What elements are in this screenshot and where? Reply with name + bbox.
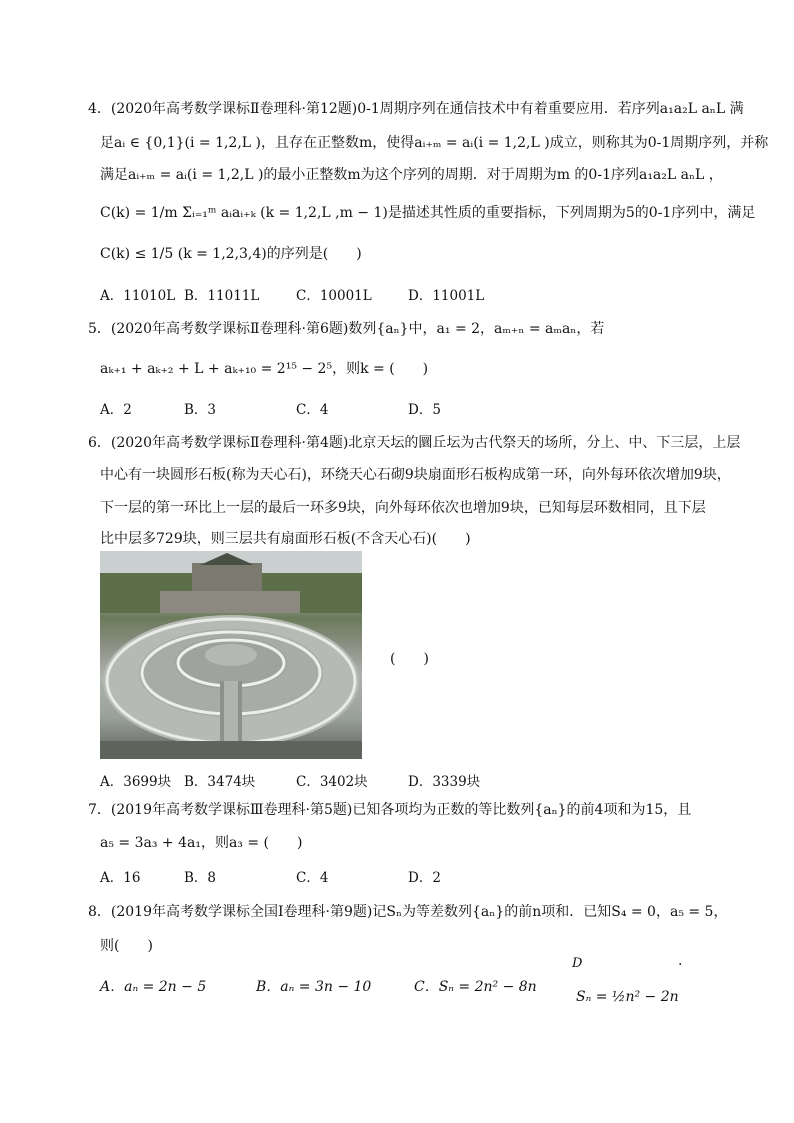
q5-line-1: 5．(2020年高考数学课标Ⅱ卷理科·第6题)数列{aₙ}中，a₁ = 2，aₘ₊ₙ = aₘaₙ，若 (88, 321, 605, 337)
q5-option-c: C．4 (296, 402, 329, 418)
q7-option-c: C．4 (296, 870, 329, 886)
temple-of-heaven-photo (100, 551, 362, 759)
q8-line-2: 则( ) (100, 938, 153, 954)
q4-line-2: 足aᵢ ∈ {0,1}(i = 1,2,L )，且存在正整数m，使得aᵢ₊ₘ = aᵢ(i = 1,2,L )成立，则称其为0-1周期序列，并称 (100, 135, 769, 151)
q8-option-a: A．aₙ = 2n − 5 (100, 979, 207, 995)
q6-answer-blank: ( ) (390, 651, 429, 667)
q6-line-2: 中心有一块圆形石板(称为天心石)，环绕天心石砌9块扇面形石板构成第一环，向外每环依次增加9块， (100, 467, 731, 483)
q6-option-a: A．3699块 (100, 774, 172, 790)
q5-option-d: D．5 (408, 402, 441, 418)
q6-line-3: 下一层的第一环比上一层的最后一环多9块，向外每环依次也增加9块，已知每层环数相同，且下层 (100, 500, 706, 516)
q4-line-4: C(k) = 1/m Σᵢ₌₁ᵐ aᵢaᵢ₊ₖ (k = 1,2,L ,m − 1)是描述其性质的重要指标，下列周期为5的0-1序列中，满足 (100, 205, 756, 221)
q6-option-c: C．3402块 (296, 774, 368, 790)
q8-option-b: B．aₙ = 3n − 10 (256, 979, 372, 995)
q7-option-d: D．2 (408, 870, 441, 886)
q5-option-b: B．3 (184, 402, 217, 418)
q4-line-3: 满足aᵢ₊ₘ = aᵢ(i = 1,2,L )的最小正整数m为这个序列的周期．对于周期为m 的0-1序列a₁a₂L aₙL ， (100, 167, 723, 183)
q5-option-a: A．2 (100, 402, 132, 418)
q8-option-d-formula: Sₙ = ½n² − 2n (576, 989, 679, 1005)
q7-line-1: 7．(2019年高考数学课标Ⅲ卷理科·第5题)已知各项均为正数的等比数列{aₙ}的前4项和为15，且 (88, 802, 692, 818)
q4-option-a: A．11010L (100, 288, 176, 304)
q5-line-2: aₖ₊₁ + aₖ₊₂ + L + aₖ₊₁₀ = 2¹⁵ − 2⁵，则k = ( ) (100, 361, 429, 377)
q4-option-c: C．10001L (296, 288, 372, 304)
q7-option-a: A．16 (100, 870, 141, 886)
q7-line-2: a₅ = 3a₃ + 4a₁，则a₃ = ( ) (100, 835, 303, 851)
q8-option-c: C．Sₙ = 2n² − 8n (414, 979, 537, 995)
q8-option-d-label: D (572, 956, 583, 971)
q7-option-b: B．8 (184, 870, 217, 886)
circular-mound-altar-illustration (100, 551, 362, 759)
q6-option-d: D．3339块 (408, 774, 481, 790)
q6-option-b: B．3474块 (184, 774, 256, 790)
q4-line-5: C(k) ≤ 1/5 (k = 1,2,3,4)的序列是( ) (100, 246, 362, 262)
q4-line-1: 4．(2020年高考数学课标Ⅱ卷理科·第12题)0-1周期序列在通信技术中有着重要应用．若序列a₁a₂L aₙL 满 (88, 101, 744, 117)
q8-option-d-dot: . (678, 953, 683, 969)
q6-line-1: 6．(2020年高考数学课标Ⅱ卷理科·第4题)北京天坛的圜丘坛为古代祭天的场所，分上、中、下三层，上层 (88, 435, 741, 451)
q4-option-b: B．11011L (184, 288, 260, 304)
q4-option-d: D．11001L (408, 288, 485, 304)
q6-line-4: 比中层多729块，则三层共有扇面形石板(不含天心石)( ) (100, 531, 471, 547)
q8-line-1: 8．(2019年高考数学课标全国Ⅰ卷理科·第9题)记Sₙ为等差数列{aₙ}的前n项和．已知S₄ = 0，a₅ = 5， (88, 904, 728, 920)
